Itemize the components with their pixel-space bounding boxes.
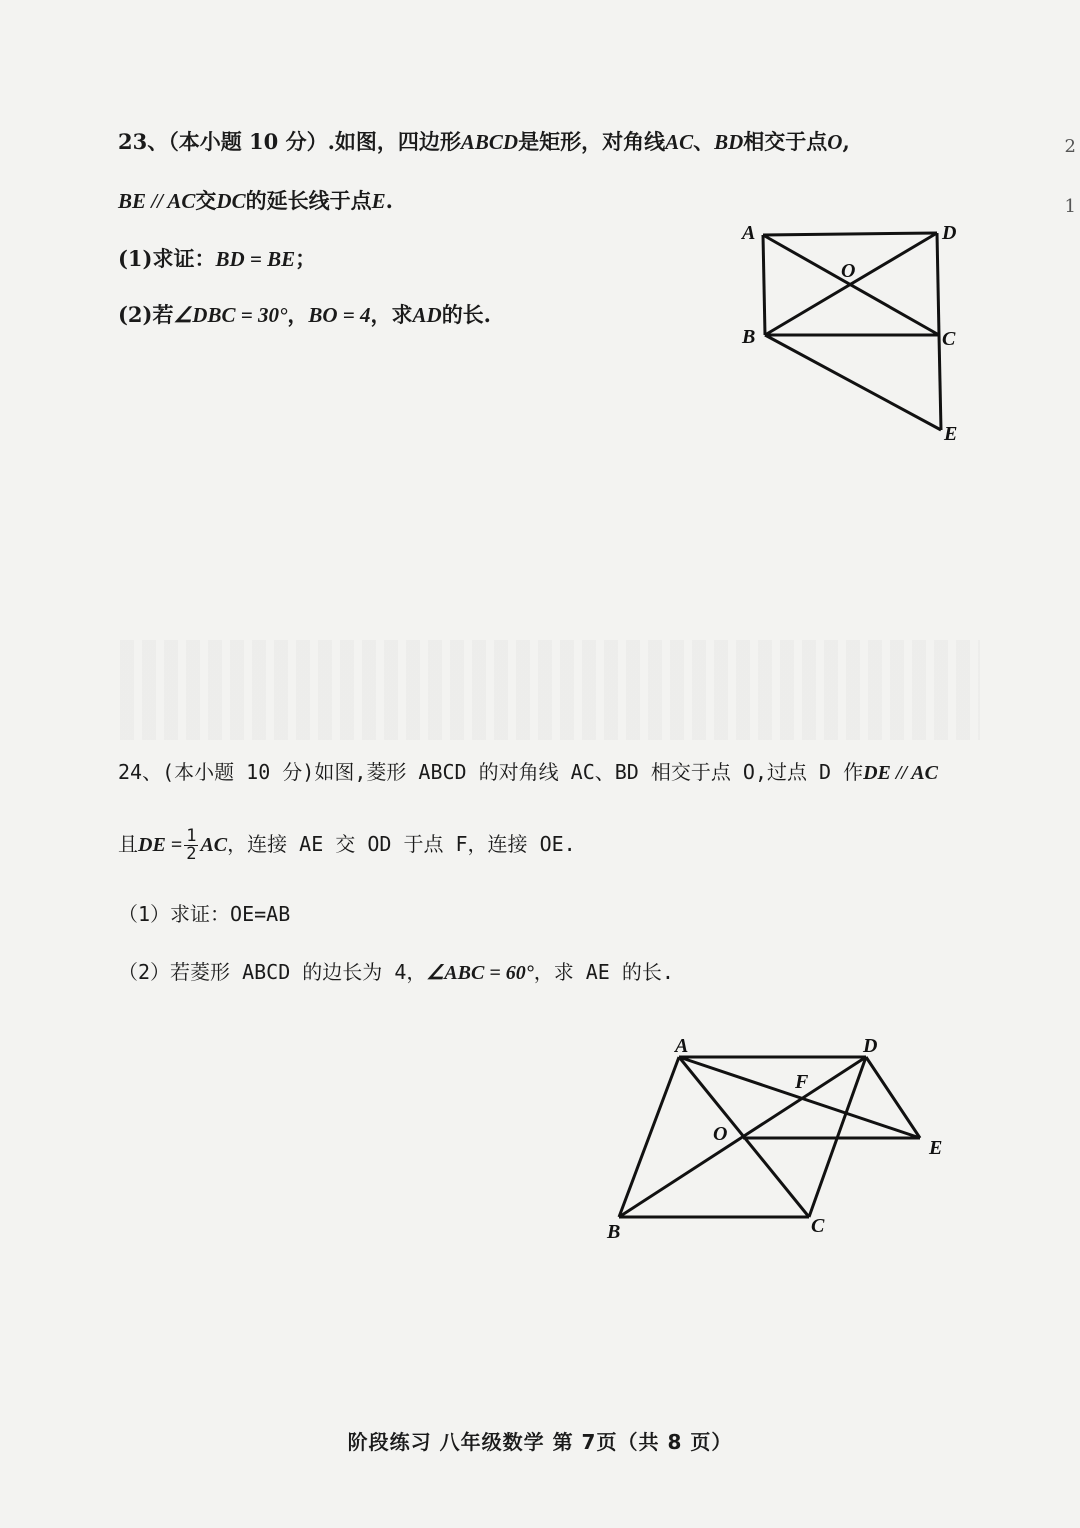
q23-line-2: BE // AC交DC的延长线于点E. (118, 188, 393, 213)
q23-line-1: 23、（本小题 10 分）.如图，四边形ABCD是矩形，对角线AC、BD相交于点O, (118, 129, 850, 154)
label-d: D (863, 1035, 878, 1057)
label-b: B (742, 326, 756, 348)
label-a: A (742, 222, 756, 244)
label-d: D (942, 222, 957, 244)
label-o: O (713, 1123, 728, 1145)
q24-line-2: 且DE = $\frac{1}{2}$ AC，连接 AE 交 OD 于点 F，连接 OE. (118, 826, 576, 864)
label-c: C (942, 328, 956, 350)
q23-part-1: (1)求证：BD = BE； (118, 246, 317, 271)
segment-ce (939, 335, 941, 430)
fraction-one-half: $\frac{1}{2}$ (186, 826, 197, 864)
segment-ab (763, 235, 765, 335)
label-o: O (841, 260, 856, 282)
label-e: E (944, 423, 958, 445)
q24-line-1: 24、(本小题 10 分)如图,菱形 ABCD 的对角线 AC、BD 相交于点 O,过点 D 作DE // AC (118, 760, 938, 784)
label-e: E (929, 1137, 943, 1159)
edge-mark-bottom: 1 (1064, 196, 1076, 217)
label-f: F (795, 1071, 809, 1093)
segment-ab (619, 1057, 679, 1217)
label-a: A (675, 1035, 689, 1057)
bleed-through-text (120, 640, 980, 740)
label-b: B (607, 1221, 621, 1243)
q23-rectangle-figure (730, 215, 980, 455)
q24-part-2: （2）若菱形 ABCD 的边长为 4，∠ABC = 60°，求 AE 的长. (118, 960, 674, 984)
page-footer: 阶段练习 八年级数学 第 7页（共 8 页） (347, 1430, 733, 1454)
segment-ad (763, 233, 937, 235)
q24-rhombus-figure (595, 1030, 970, 1250)
segment-de (866, 1057, 920, 1138)
q23-part-2: (2)若∠DBC = 30°，BO = 4，求AD的长. (118, 302, 491, 327)
q24-part-1: （1）求证：OE=AB (118, 902, 291, 926)
segment-dc (937, 233, 939, 335)
edge-mark-top: 2 (1064, 136, 1076, 157)
segment-be (765, 335, 941, 430)
label-c: C (811, 1215, 825, 1237)
